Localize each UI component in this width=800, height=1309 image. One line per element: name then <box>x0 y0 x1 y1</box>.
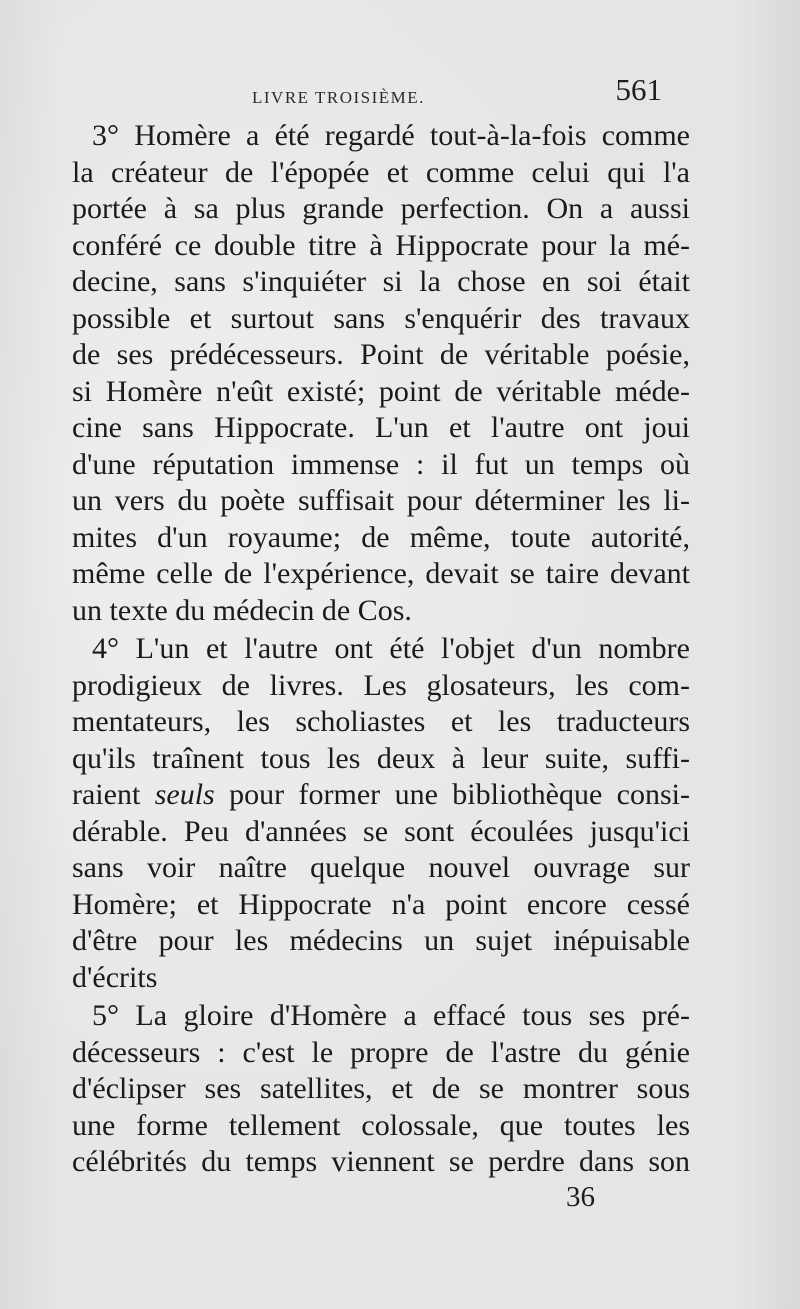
text-line: sans voir naître quelque nouvel ouvrage sur <box>72 851 690 884</box>
signature-mark: 36 <box>566 1181 595 1213</box>
text-line: qu'ils traînent tous les deux à leur suite, suffi- <box>72 741 690 775</box>
text-line: si Homère n'eût existé; point de véritable méde- <box>72 374 690 408</box>
text-line: prodigieux de livres. Les glosateurs, les com- <box>72 668 690 702</box>
text-line: un texte du médecin de Cos. <box>72 593 412 627</box>
text-line: d'éclipser ses satellites, et de se montrer sous <box>72 1072 690 1105</box>
text-line: d'une réputation immense : il fut un temps où <box>72 447 690 481</box>
text-line: d'être pour les médecins un sujet inépuisable <box>72 924 690 957</box>
text-line: mites d'un royaume; de même, toute autorité, <box>72 520 690 554</box>
paragraph-4 <box>72 631 690 996</box>
text-line: la créateur de l'épopée et comme celui qui l'a <box>72 155 690 189</box>
text-segment: raient <box>72 778 155 811</box>
paragraph-5 <box>72 998 690 1181</box>
page-number: 561 <box>615 72 662 107</box>
text-line: de ses prédécesseurs. Point de véritable poésie, <box>72 338 690 371</box>
text-segment: pour former une bibliothèque consi- <box>214 778 691 811</box>
text-line: portée à sa plus grande perfection. On a aussi <box>72 192 690 225</box>
text-line: 3° Homère a été regardé tout-à-la-fois comme <box>92 119 690 152</box>
text-line: célébrités du temps viennent se perdre dans son <box>72 1145 690 1178</box>
text-line: conféré ce double titre à Hippocrate pour la mé- <box>72 228 690 262</box>
page-header <box>72 70 664 114</box>
text-line: mentateurs, les scholiastes et les traducteurs <box>72 705 690 738</box>
italic-word: seuls <box>154 778 215 811</box>
text-line: 5° La gloire d'Homère a effacé tous ses pré- <box>92 999 690 1032</box>
text-line: même celle de l'expérience, devait se taire devant <box>72 557 690 590</box>
text-line: Homère; et Hippocrate n'a point encore cessé <box>72 887 690 921</box>
text-line: cine sans Hippocrate. L'un et l'autre ont joui <box>72 411 690 444</box>
paragraph-3 <box>72 118 690 629</box>
text-line: decine, sans s'inquiéter si la chose en soi était <box>72 265 690 298</box>
running-head: LIVRE TROISIÈME. <box>252 88 425 107</box>
text-line: décesseurs : c'est le propre de l'astre du génie <box>72 1035 690 1069</box>
text-line-with-italic <box>72 777 690 814</box>
text-line: possible et surtout sans s'enquérir des travaux <box>72 301 690 335</box>
text-line: dérable. Peu d'années se sont écoulées jusqu'ici <box>72 814 690 848</box>
text-line: une forme tellement colossale, que toutes les <box>72 1108 690 1142</box>
body-text <box>72 118 690 1181</box>
text-line: d'écrits <box>72 960 158 994</box>
text-line: 4° L'un et l'autre ont été l'objet d'un nombre <box>92 632 690 665</box>
text-line: un vers du poète suffisait pour déterminer les li- <box>72 484 690 517</box>
